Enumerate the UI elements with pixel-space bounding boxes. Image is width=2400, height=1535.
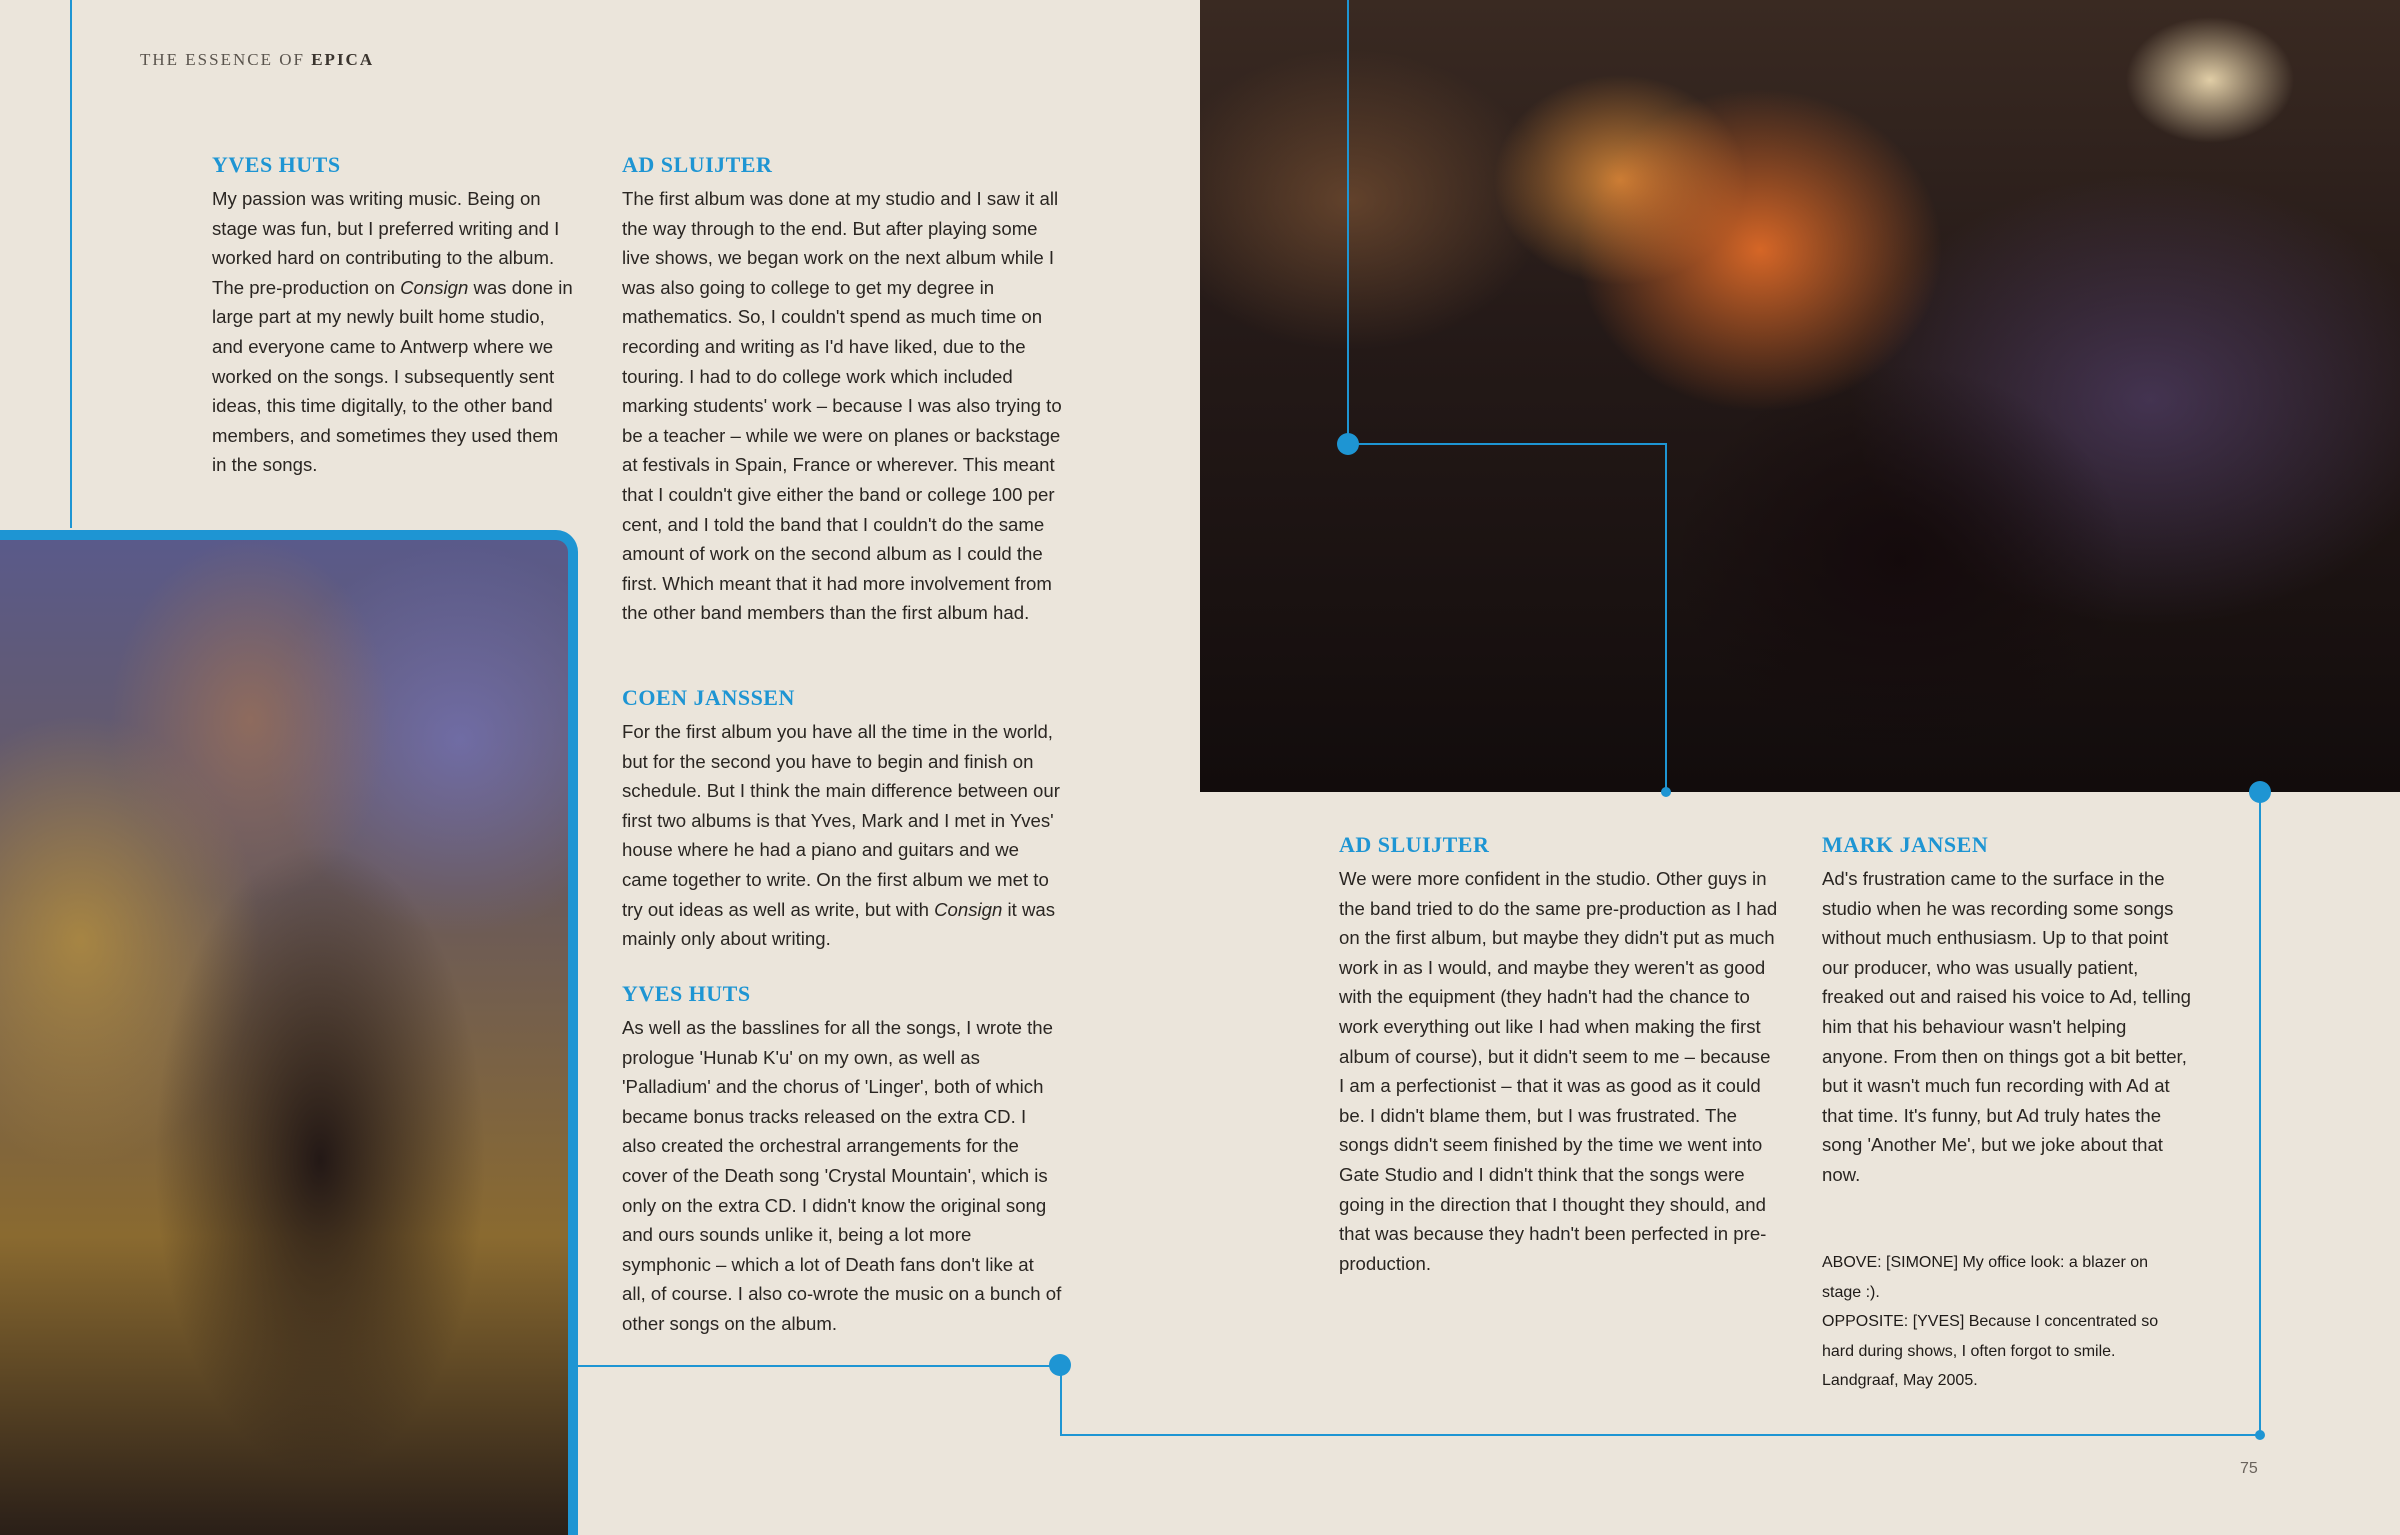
section-heading: AD SLUIJTER <box>622 152 773 177</box>
bottom-rule-end-dot <box>2255 1430 2265 1440</box>
photo-connector-horizontal <box>1348 443 1666 445</box>
page-number: 75 <box>2240 1460 2258 1477</box>
photo-connector-top <box>1347 0 1349 443</box>
right-vertical-line <box>2259 792 2261 1436</box>
photo-caption <box>1822 1248 2182 1396</box>
section-heading: YVES HUTS <box>212 152 341 177</box>
section-text: The first album was done at my studio and I saw it all the way through to the end. But after playing some live shows, we began work on the next album while I was also going to college to get my degree in mathematics. So, I couldn't spend as much time on recording and writing as I'd have liked, due to the touring. I had to do college work which included marking students' work – because I was also trying to be a teacher – while we were on planes or backstage at festivals in Spain, France or wherever. This meant that I couldn't give either the band or college 100 per cent, and I told the band that I couldn't do the same amount of work on the second album as I could the first. Which meant that it had more involvement from the other band members than the first album had. <box>622 188 1062 624</box>
guitar-connector-line <box>578 1365 1060 1367</box>
running-head <box>140 50 374 70</box>
left-margin-line <box>70 0 72 528</box>
section-ad-sluijter-2 <box>1339 830 1779 1278</box>
right-line-dot <box>2249 781 2271 803</box>
section-text: For the first album you have all the time in the world, but for the second you have to begin and finish on schedule. But I think the main difference between our first two albums is that Yves, Mark and I met in Yves' house where he had a piano and guitars and we came together to write. On the first album we met to try out ideas as well as write, but with Consign it was mainly only about writing. <box>622 721 1060 950</box>
photo-connector-dot <box>1337 433 1359 455</box>
caption-opposite: OPPOSITE: [YVES] Because I concentrated so hard during shows, I often forgot to smile. Landgraaf, May 2005. <box>1822 1313 2159 1389</box>
section-coen-janssen <box>622 683 1062 954</box>
section-ad-sluijter-1 <box>622 150 1062 628</box>
section-heading: MARK JANSEN <box>1822 832 1989 857</box>
section-text: My passion was writing music. Being on stage was fun, but I preferred writing and I worked hard on contributing to the album. The pre-production on Consign was done in large part at my newly built home studio, and everyone came to Antwerp where we worked on the songs. I subsequently sent ideas, this time digitally, to the other band members, and sometimes they used them in the songs. <box>212 188 573 476</box>
section-heading: COEN JANSSEN <box>622 685 795 710</box>
section-text: We were more confident in the studio. Other guys in the band tried to do the same pre-production as I had on the first album, but maybe they didn't put as much work in as I would, and maybe they weren't as good with the equipment (they hadn't had the chance to work everything out like I had when making the first album of course), but it didn't seem to me – because I am a perfectionist – that it was as good as it could be. I didn't blame them, but I was frustrated. The songs didn't seem finished by the time we went into Gate Studio and I didn't think that the songs were going in the direction that I thought they should, and that was because they hadn't been perfected in pre-production. <box>1339 868 1778 1274</box>
section-heading: YVES HUTS <box>622 981 751 1006</box>
caption-above: ABOVE: [SIMONE] My office look: a blazer on stage :). <box>1822 1254 2149 1301</box>
section-heading: AD SLUIJTER <box>1339 832 1490 857</box>
photo-yves-guitar <box>0 530 578 1535</box>
section-yves-huts-2 <box>622 979 1062 1339</box>
guitar-connector-dot <box>1049 1354 1071 1376</box>
section-text: As well as the basslines for all the songs, I wrote the prologue 'Hunab K'u' on my own, as well as 'Palladium' and the chorus of 'Linger', both of which became bonus tracks released on the extra CD. I also created the orchestral arrangements for the cover of the Death song 'Crystal Mountain', which is only on the extra CD. I didn't know the original song and ours sounds unlike it, being a lot more symphonic – which a lot of Death fans don't like at all, of course. I also co-wrote the music on a bunch of other songs on the album. <box>622 1017 1062 1334</box>
section-yves-huts-1 <box>212 150 574 480</box>
running-head-emphasis: EPICA <box>311 50 375 69</box>
running-head-prefix: THE ESSENCE OF <box>140 50 305 69</box>
photo-simone-singing <box>1200 0 2400 792</box>
section-text: Ad's frustration came to the surface in the studio when he was recording some songs without much enthusiasm. Up to that point our producer, who was usually patient, freaked out and raised his voice to Ad, telling him that his behaviour wasn't helping anyone. From then on things got a bit better, but it wasn't much fun recording with Ad at that time. It's funny, but Ad truly hates the song 'Another Me', but we joke about that now. <box>1822 868 2192 1185</box>
photo-connector-down <box>1665 443 1667 792</box>
section-mark-jansen <box>1822 830 2192 1190</box>
bottom-rule-line <box>1060 1434 2260 1436</box>
photo-bottom-dot <box>1661 787 1671 797</box>
